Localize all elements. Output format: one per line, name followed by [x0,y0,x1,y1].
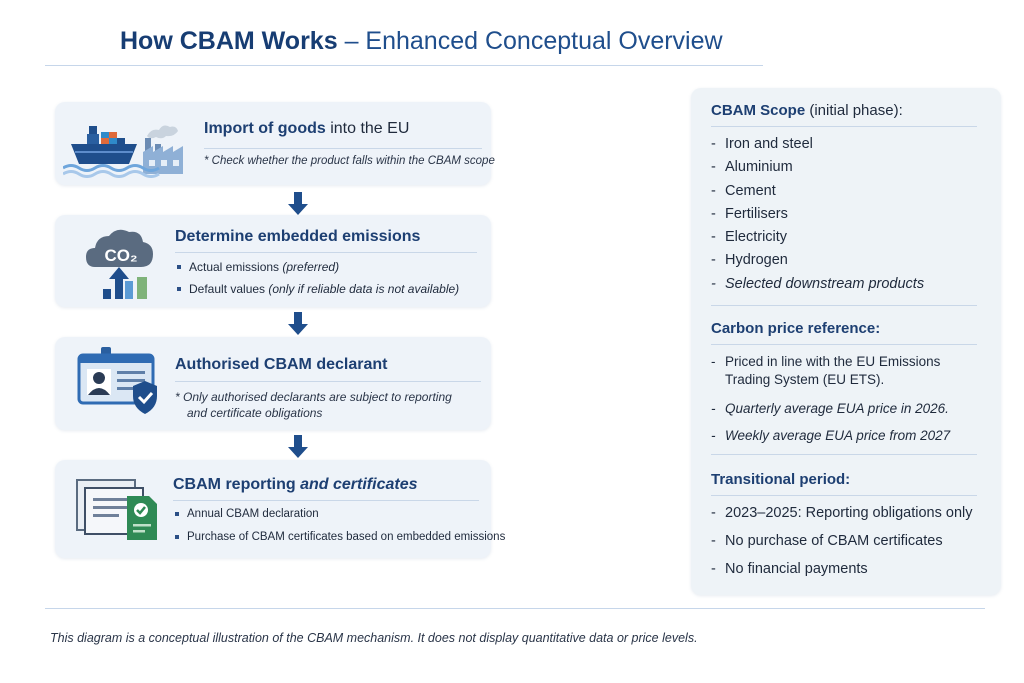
step-title-rest: into the EU [330,120,410,137]
price-list [711,353,950,443]
price-heading: Carbon price reference: [711,320,881,337]
step-import-goods [55,102,495,185]
title-bold: How CBAM Works [120,27,338,55]
step-bullet-list [175,256,459,300]
list-item: Default values (only if reliable data is not available) [175,278,459,300]
list-item: Annual CBAM declaration [173,503,505,526]
list-item: - Quarterly average EUA price in 2026. [711,401,949,416]
list-item: - Weekly average EUA price from 2027 [711,428,951,443]
co2-cloud-icon [85,227,157,301]
certificates-icon [75,474,165,544]
step-title: Determine embedded emissions [175,228,421,245]
arrow-down-icon [287,312,309,336]
ship-factory-icon [63,116,195,178]
list-item: Actual emissions (preferred) [175,256,459,278]
scope-list [711,133,924,296]
step-divider [204,148,482,149]
list-item: - Fertilisers [711,203,924,226]
step-title-rest: and certificates [300,476,418,493]
step-note: * Only authorised declarants are subject to reporting and certificate obligations [175,390,452,420]
list-item: - Electricity [711,226,924,249]
transition-heading: Transitional period: [711,471,851,488]
list-item: - No financial payments [711,555,973,583]
step-authorised-declarant [55,337,491,430]
step-note: * Check whether the product falls within the CBAM scope [204,155,495,167]
list-item: - Selected downstream products [711,273,924,296]
title-rest: – Enhanced Conceptual Overview [344,27,723,55]
step-title-bold: CBAM reporting [173,476,296,493]
step-title [173,476,418,494]
page-title [120,27,723,56]
transition-list [711,499,973,583]
step-title [204,120,409,138]
step-divider [175,381,481,382]
footer-note: This diagram is a conceptual illustration of the CBAM mechanism. It does not display quantitative data or price levels. [50,631,698,645]
footer-divider [45,608,985,609]
section-divider [711,454,977,455]
list-item: Purchase of CBAM certificates based on embedded emissions [173,526,505,549]
title-divider [45,65,763,66]
section-divider [711,305,977,306]
list-item: - No purchase of CBAM certificates [711,527,973,555]
list-item: - 2023–2025: Reporting obligations only [711,499,973,527]
step-title-bold: Import of goods [204,120,326,137]
list-item: - Cement [711,180,924,203]
section-divider [711,126,977,127]
scope-heading: CBAM Scope (initial phase): [711,102,903,119]
list-item: - Aluminium [711,156,924,179]
step-reporting-certificates [55,460,506,558]
sidebar-info-panel [691,88,1001,595]
arrow-down-icon [287,435,309,459]
id-card-icon [77,347,161,417]
step-embedded-emissions [55,215,491,307]
list-item: - Iron and steel [711,133,924,156]
list-item: - Priced in line with the EU Emissions Trading System (EU ETS). [711,354,941,387]
section-divider [711,495,977,496]
step-title: Authorised CBAM declarant [175,356,388,373]
step-divider [173,500,479,501]
arrow-down-icon [287,192,309,216]
step-bullet-list [173,503,505,549]
list-item: - Hydrogen [711,249,924,272]
co2-label: CO₂ [104,246,138,265]
section-divider [711,344,977,345]
step-divider [175,252,477,253]
